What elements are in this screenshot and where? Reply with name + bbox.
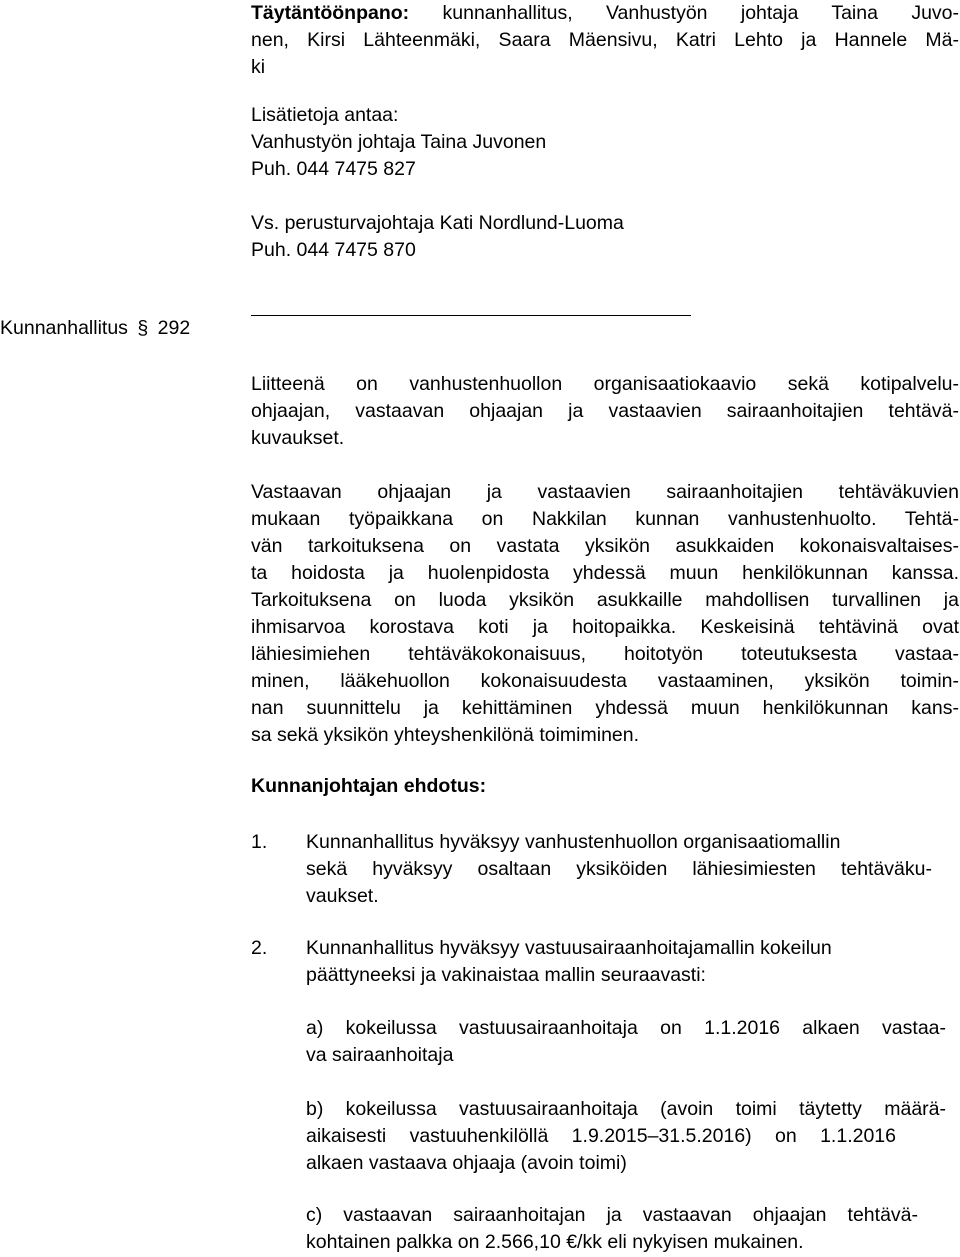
section-label (0, 315, 190, 342)
execution-line-1 (251, 0, 959, 27)
contact-block (251, 102, 959, 183)
p2-line: mukaan työpaikkana on Nakkilan kunnan vanhustenhuolto. Tehtä- (251, 508, 959, 530)
p2-line: lähiesimiehen tehtäväkokonaisuus, hoitotyön toteutuksesta vastaa- (251, 643, 959, 665)
proposal-item-1-line: sekä hyväksyy osaltaan yksiköiden lähiesimiesten tehtäväku- (306, 858, 932, 880)
section-number: 292 (157, 317, 191, 339)
contact-person2-name: Vs. perusturvajohtaja Kati Nordlund-Luoma (251, 212, 624, 234)
proposal-item-2 (306, 935, 946, 989)
proposal-item-2-line: Kunnanhallitus hyväksyy vastuusairaanhoitajamallin kokeilun (306, 937, 832, 959)
p2-line: Vastaavan ohjaajan ja vastaavien sairaanhoitajien tehtäväkuvien (251, 481, 959, 503)
p2-line: sa sekä yksikön yhteyshenkilönä toimiminen. (251, 724, 640, 746)
proposal-heading: Kunnanjohtajan ehdotus: (251, 775, 487, 797)
subitem-a (306, 1015, 946, 1069)
p2-line: ihmisarvoa korostava koti ja hoitopaikka. Keskeisinä tehtävinä ovat (251, 616, 959, 638)
subitem-b (306, 1096, 946, 1177)
p2-line: nan suunnittelu ja kehittäminen yhdessä muun henkilökunnan kans- (251, 697, 959, 719)
execution-text: kunnanhallitus, Vanhustyön johtaja Taina Juvo- (409, 2, 959, 24)
proposal-item-1-line: vaukset. (306, 885, 379, 907)
execution-line-2: nen, Kirsi Lähteenmäki, Saara Mäensivu, Katri Lehto ja Hannele Mä- (251, 29, 959, 51)
contact-person1-name: Vanhustyön johtaja Taina Juvonen (251, 131, 547, 153)
proposal-item-1-number: 1. (251, 831, 268, 853)
subitem-a-line: a) kokeilussa vastuusairaanhoitaja on 1.1.2016 alkaen vastaa- (306, 1017, 946, 1039)
section-body: Kunnanhallitus (0, 317, 128, 339)
subitem-c-line: c) vastaavan sairaanhoitajan ja vastaavan ohjaajan tehtävä- (306, 1204, 918, 1226)
contact-block-2 (251, 210, 959, 264)
subitem-b-line: b) kokeilussa vastuusairaanhoitaja (avoin toimi täytetty määrä- (306, 1098, 946, 1120)
execution-block (251, 0, 959, 81)
subitem-c (306, 1202, 946, 1256)
subitem-a-line: va sairaanhoitaja (306, 1044, 454, 1066)
p1-line: Liitteenä on vanhustenhuollon organisaatiokaavio sekä kotipalvelu- (251, 373, 959, 395)
contact-person2-phone: Puh. 044 7475 870 (251, 239, 416, 261)
p1-line: kuvaukset. (251, 427, 345, 449)
contact-heading: Lisätietoja antaa: (251, 104, 399, 126)
subitem-c-line: kohtainen palkka on 2.566,10 €/kk eli nykyisen mukainen. (306, 1231, 804, 1253)
section-symbol: § (137, 317, 149, 339)
proposal-item-1-line: Kunnanhallitus hyväksyy vanhustenhuollon organisaatiomallin (306, 831, 841, 853)
p1-line: ohjaajan, vastaavan ohjaajan ja vastaavien sairaanhoitajien tehtävä- (251, 400, 959, 422)
proposal-item-2-line: päättyneeksi ja vakinaistaa mallin seuraavasti: (306, 964, 706, 986)
proposal-item-1 (306, 829, 946, 910)
p2-line: ta hoidosta ja huolenpidosta yhdessä muun henkilökunnan kanssa. (251, 562, 959, 584)
proposal-item-2-number: 2. (251, 937, 268, 959)
p2-line: minen, lääkehuollon kokonaisuudesta vastaaminen, yksikön toimin- (251, 670, 959, 692)
p2-line: vän tarkoituksena on vastata yksikön asukkaiden kokonaisvaltaises- (251, 535, 959, 557)
subitem-b-line: aikaisesti vastuuhenkilöllä 1.9.2015–31.5.2016) on 1.1.2016 (306, 1125, 896, 1147)
contact-person1-phone: Puh. 044 7475 827 (251, 158, 416, 180)
execution-line-3: ki (251, 56, 266, 78)
section-divider (251, 315, 691, 316)
execution-label: Täytäntöönpano: (251, 2, 410, 24)
subitem-b-line: alkaen vastaava ohjaaja (avoin toimi) (306, 1152, 627, 1174)
paragraph-job-description (251, 479, 959, 749)
paragraph-attachment (251, 371, 959, 452)
p2-line: Tarkoituksena on luoda yksikön asukkaille mahdollisen turvallinen ja (251, 589, 959, 611)
